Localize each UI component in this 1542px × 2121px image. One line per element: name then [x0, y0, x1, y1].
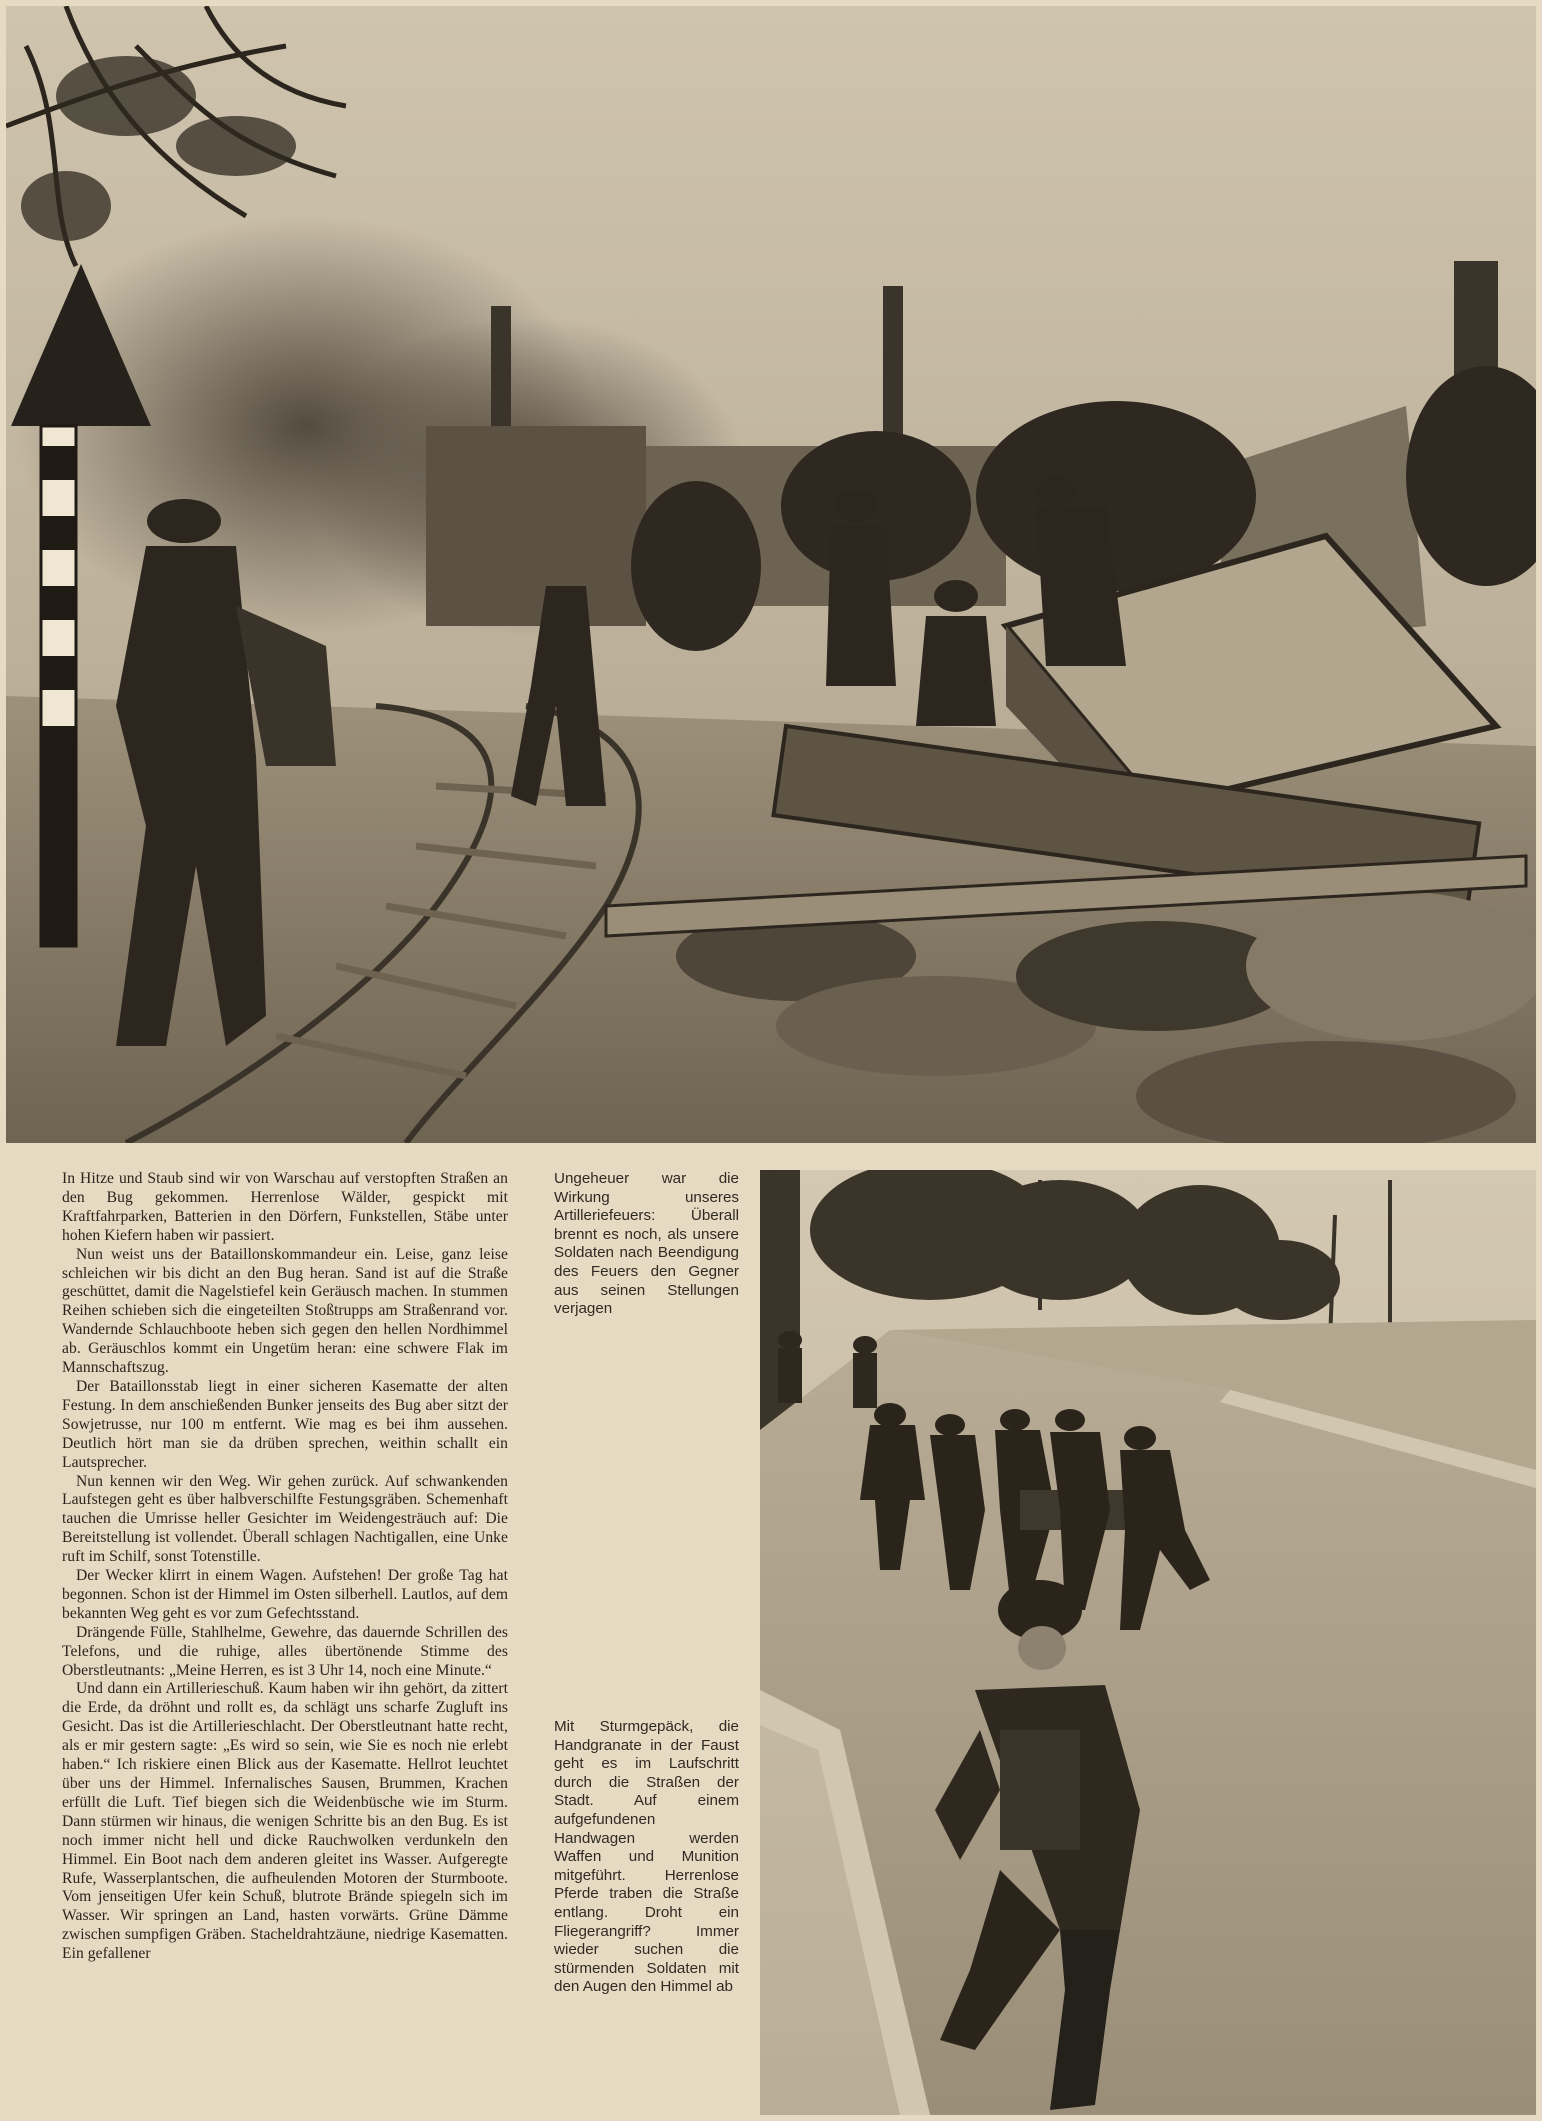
article-paragraph: Nun weist uns der Bataillonskommandeur ein. Leise, ganz leise schleichen wir bis dicht an den Bug heran. Sand ist auf die Straße geschüttet, damit die Nagelstiefel kein Geräusch machen. In stummen Reihen schieben sich die eingeteilten Stoßtrupps am Straßenrand vor. Wandernde Schlauchboote heben sich gegen den hellen Nordhimmel ab. Geräuschlos kommt ein Ungetüm heran: eine schwere Flak im Mannschaftszug.	[62, 1245, 508, 1377]
article-paragraph: Der Wecker klirrt in einem Wagen. Aufstehen! Der große Tag hat begonnen. Schon ist der Himmel im Osten silberhell. Lautlos, auf dem bekannten Weg geht es vor zum Gefechtsstand.	[62, 1567, 508, 1622]
bottom-photograph	[760, 1170, 1536, 2115]
bottom-photo-illustration	[760, 1170, 1536, 2115]
article-paragraph: Drängende Fülle, Stahlhelme, Gewehre, das dauernde Schrillen des Telefons, und die ruhige, alles übertönende Stimme des Oberstleutnants: „Meine Herren, es ist 3 Uhr 14, noch eine Minute.“	[62, 1623, 508, 1679]
caption-top-photo: Ungeheuer war die Wirkung unseres Artilleriefeuers: Überall brennt es noch, als unsere Soldaten nach Beendigung des Feuers den Gegner aus seinen Stellungen verjagen	[554, 1170, 739, 1318]
article-paragraph: Und dann ein Artillerieschuß. Kaum haben wir ihn gehört, da zittert die Erde, da dröhnt und rollt es, da schlägt uns scharfe Zugluft ins Gesicht. Das ist die Artillerieschlacht. Der Oberstleutnant hatte recht, als er mir gestern sagte: „Es wird so sein, wie Sie es noch nie erlebt haben.“ Ich riskiere einen Blick aus der Kasematte. Hellrot leuchtet über uns der Himmel. Infernalisches Sausen, Brummen, Krachen erfüllt die Luft. Tief biegen sich die Weidenbüsche wie im Sturm. Dann stürmen wir hinaus, die wenigen Schritte bis an den Bug. Es ist noch immer nicht hell und dicke Rauchwolken verdunkeln den Himmel. Ein Boot nach dem anderen gleitet ins Wasser. Aufgeregte Rufe, Wasserplantschen, die aufheulenden Motoren der Sturmboote. Vom jenseitigen Ufer kein Schuß, blutrote Brände spiegeln sich im Wasser. Wir springen an Land, hasten vorwärts. Grüne Dämme zwischen sumpfigen Gräben. Stacheldrahtzäune, niedrige Kasematten. Ein gefallener	[62, 1680, 508, 1963]
top-photograph	[6, 6, 1536, 1143]
article-paragraph: Der Bataillonsstab liegt in einer sicheren Kasematte der alten Festung. In dem anschießenden Bunker jenseits des Bug aber sitzt der Sowjetrusse, nur 100 m entfernt. Wie mag es bei ihm aussehen. Deutlich hört man sie da drüben sprechen, weithin schallt ein Lautsprecher.	[62, 1377, 508, 1471]
article-paragraph: In Hitze und Staub sind wir von Warschau auf verstopften Straßen an den Bug gekommen. Herrenlose Wälder, gespickt mit Kraftfahrparken, Batterien in den Dörfern, Funkstellen, Stäbe unter hohen Kiefern haben wir passiert.	[62, 1170, 508, 1244]
article-text	[62, 1170, 508, 2020]
caption-bottom-photo: Mit Sturmgepäck, die Handgranate in der Faust geht es im Laufschritt durch die Straßen der Stadt. Auf einem aufgefundenen Handwagen werden Waffen und Munition mitgeführt. Herrenlose Pferde traben die Straße entlang. Droht ein Fliegerangriff? Immer wieder suchen die stürmenden Soldaten mit den Augen den Himmel ab	[554, 1718, 739, 1996]
top-photo-illustration	[6, 6, 1536, 1143]
ruined-house	[426, 426, 646, 626]
article-paragraph: Nun kennen wir den Weg. Wir gehen zurück. Auf schwankenden Laufstegen geht es über halbverschilfte Festungsgräben. Schemenhaft tauchen die Umrisse heller Gesichter im Weidengesträuch auf: Die Bereitstellung ist vollendet. Überall schlagen Nachtigallen, eine Unke ruft im Schilf, sonst Totenstille.	[62, 1472, 508, 1566]
